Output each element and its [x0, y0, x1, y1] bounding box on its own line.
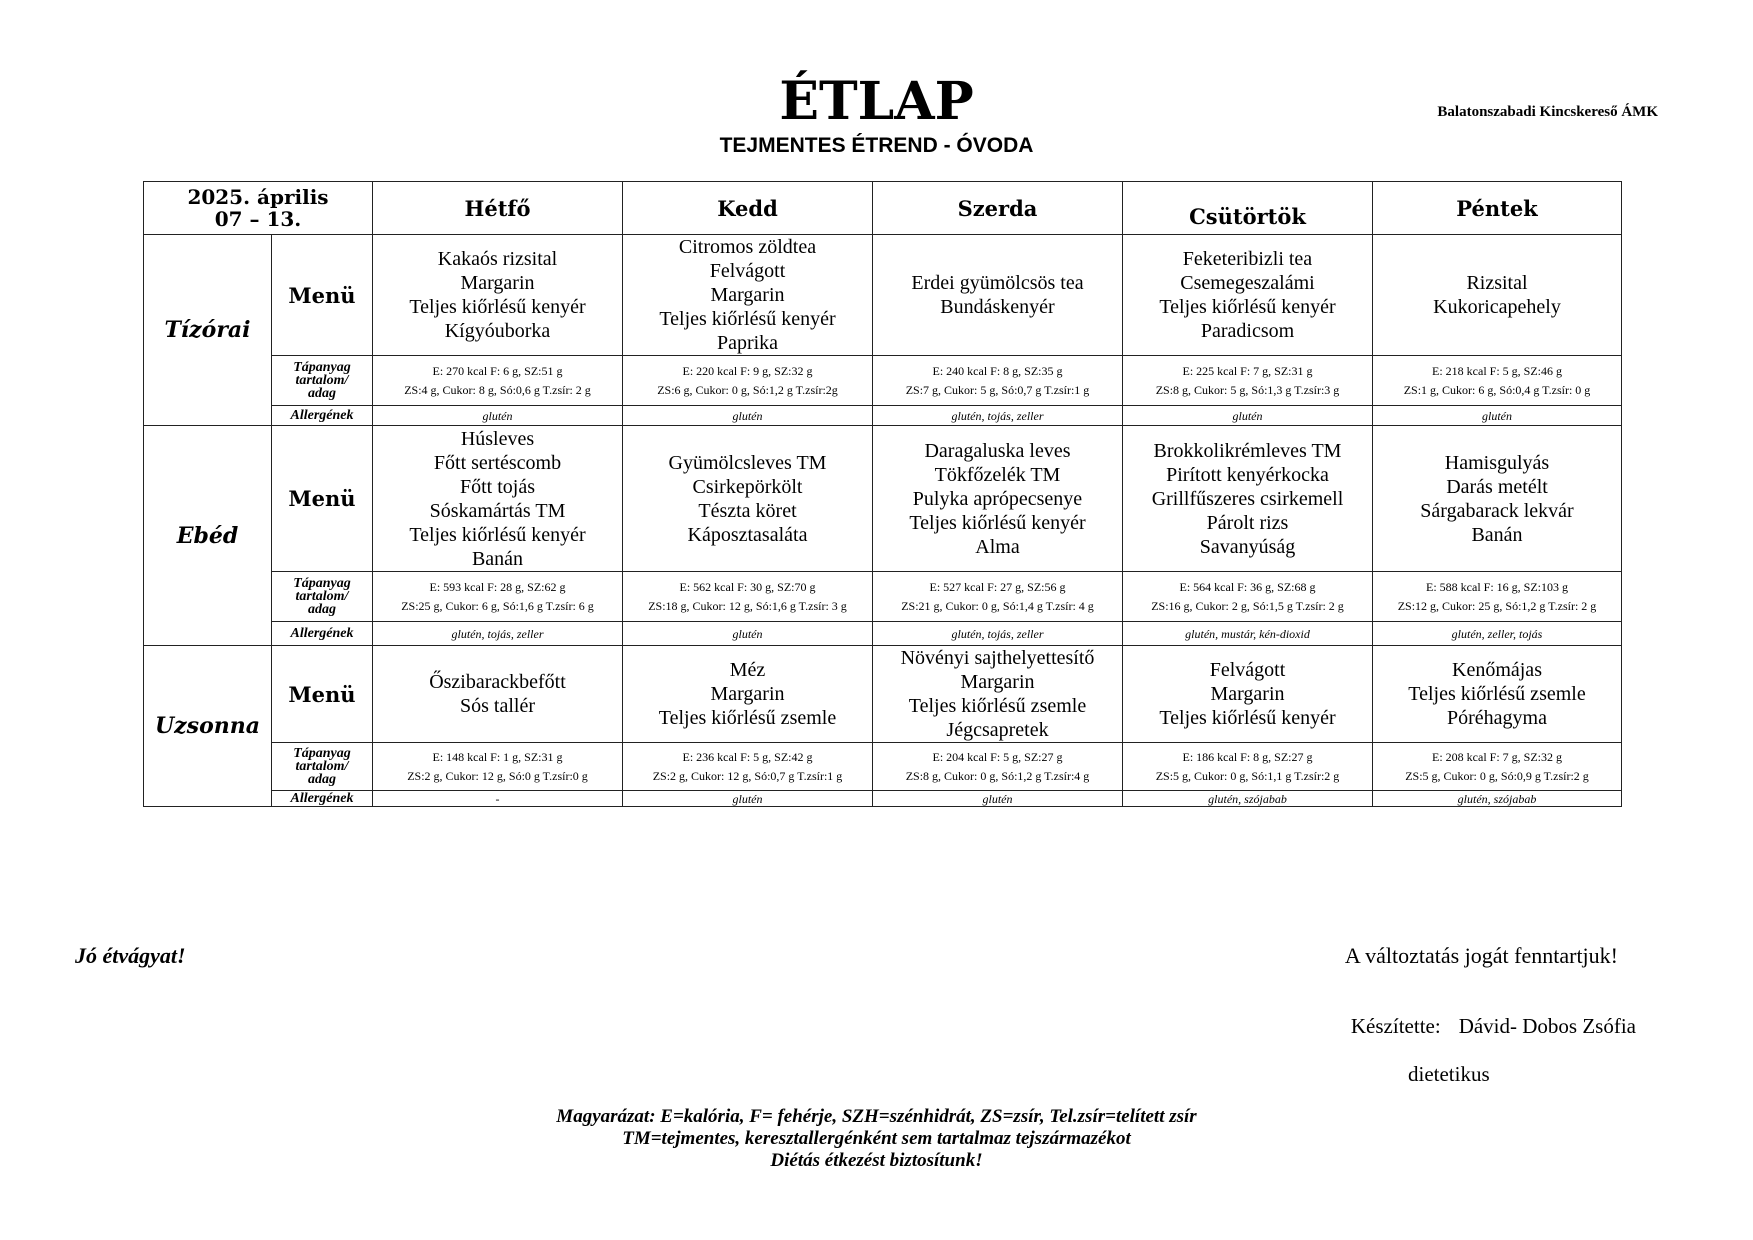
dish-item: Sós tallér: [460, 695, 535, 717]
dish-item: Növényi sajthelyettesítő: [900, 647, 1095, 669]
reserve-rights-text: A változtatás jogát fenntartjuk!: [1344, 943, 1618, 968]
menu-cell: [873, 646, 1123, 743]
dish-item: Paradicsom: [1200, 320, 1295, 342]
dish-item: Hamisgulyás: [1444, 451, 1550, 474]
allergen-cell: glutén, szójabab: [1123, 791, 1373, 807]
nutrition-line: ZS:6 g, Cukor: 0 g, Só:1,2 g T.zsír:2g: [657, 382, 838, 397]
menu-cell: [373, 646, 623, 743]
menu-cell: [1123, 646, 1373, 743]
dish-item: Darás metélt: [1446, 475, 1548, 498]
allergen-cell: glutén: [623, 791, 873, 807]
nutrition-line: ZS:12 g, Cukor: 25 g, Só:1,2 g T.zsír: 2 g: [1397, 598, 1597, 613]
dish-item: Csemegeszalámi: [1180, 272, 1315, 294]
dish-item: Gyümölcsleves TM: [668, 451, 827, 474]
legend-block: [0, 1106, 1753, 1172]
dish-item: Főtt tojás: [459, 475, 535, 498]
nutrition-cell: [873, 356, 1123, 406]
row-label-nutrition-line: adag: [308, 772, 336, 787]
dish-item: Teljes kiőrlésű zsemle: [1408, 683, 1586, 705]
nutrition-row-ebed: [144, 572, 1622, 622]
date-range-cell: [144, 182, 373, 235]
legend-line: Diétás étkezést biztosítunk!: [770, 1150, 983, 1171]
page-title: ÉTLAP: [779, 71, 974, 132]
day-header-friday: Péntek: [1373, 182, 1622, 235]
row-label-allergens: Allergének: [272, 406, 373, 426]
author-label: Készítette:: [1350, 1014, 1441, 1038]
date-month: 2025. április: [187, 185, 329, 209]
dish-item: Teljes kiőrlésű kenyér: [1159, 707, 1336, 729]
row-label-nutrition-line: tartalom/: [295, 373, 349, 388]
nutrition-line: ZS:21 g, Cukor: 0 g, Só:1,4 g T.zsír: 4 g: [901, 598, 1094, 613]
nutrition-line: E: 588 kcal F: 16 g, SZ:103 g: [1426, 579, 1568, 594]
dish-item: Bundáskenyér: [940, 296, 1055, 318]
nutrition-line: E: 148 kcal F: 1 g, SZ:31 g: [432, 749, 563, 764]
allergen-cell: glutén, mustár, kén-dioxid: [1123, 622, 1373, 646]
allergen-cell: glutén, szójabab: [1373, 791, 1622, 807]
allergen-cell: glutén, tojás, zeller: [873, 622, 1123, 646]
menu-cell: [1373, 426, 1622, 572]
allergen-cell: glutén: [623, 622, 873, 646]
dish-item: Felvágott: [1209, 659, 1286, 681]
nutrition-line: ZS:2 g, Cukor: 12 g, Só:0,7 g T.zsír:1 g: [652, 768, 843, 783]
author-line: [1351, 1014, 1636, 1039]
row-label-nutrition: [272, 356, 373, 406]
allergen-cell: glutén: [373, 406, 623, 426]
menu-cell: [1123, 426, 1373, 572]
allergen-cell: glutén, tojás, zeller: [373, 622, 623, 646]
dish-item: Savanyúság: [1199, 535, 1296, 558]
row-label-nutrition-line: tartalom/: [295, 589, 349, 604]
row-label-nutrition-line: adag: [308, 602, 336, 617]
dish-item: Méz: [729, 659, 766, 681]
dish-item: Margarin: [1210, 683, 1285, 705]
allergen-cell: glutén: [1123, 406, 1373, 426]
menu-cell: [1373, 646, 1622, 743]
dish-item: Sárgabarack lekvár: [1420, 499, 1574, 522]
allergen-cell: -: [373, 791, 623, 807]
nutrition-line: E: 225 kcal F: 7 g, SZ:31 g: [1182, 363, 1313, 378]
dish-item: Tészta köret: [698, 499, 797, 522]
dish-item: Tökfőzelék TM: [934, 463, 1061, 486]
dish-item: Banán: [1471, 523, 1523, 546]
row-label-menu: Menü: [272, 235, 373, 356]
allergen-cell: glutén: [873, 791, 1123, 807]
nutrition-line: E: 208 kcal F: 7 g, SZ:32 g: [1432, 749, 1562, 764]
nutrition-line: E: 236 kcal F: 5 g, SZ:42 g: [682, 749, 813, 764]
dish-item: Teljes kiőrlésű zsemle: [908, 695, 1087, 717]
dish-item: Citromos zöldtea: [678, 236, 817, 258]
meal-name-ebed: Ebéd: [144, 426, 272, 646]
nutrition-cell: [623, 572, 873, 622]
menu-cell: [1373, 235, 1622, 356]
nutrition-cell: [873, 743, 1123, 791]
row-label-nutrition: [272, 743, 373, 791]
dish-item: Húsleves: [460, 427, 535, 450]
nutrition-cell: [373, 356, 623, 406]
nutrition-line: ZS:18 g, Cukor: 12 g, Só:1,6 g T.zsír: 3 g: [648, 598, 847, 613]
nutrition-cell: [1373, 356, 1622, 406]
dish-item: Jégcsapretek: [946, 719, 1049, 741]
nutrition-line: ZS:2 g, Cukor: 12 g, Só:0 g T.zsír:0 g: [407, 768, 588, 783]
menu-cell: [373, 426, 623, 572]
dish-item: Káposztasaláta: [687, 523, 808, 546]
author-name: Dávid- Dobos Zsófia: [1458, 1014, 1636, 1038]
meal-name-tizorai: Tízórai: [144, 235, 272, 426]
nutrition-line: E: 527 kcal F: 27 g, SZ:56 g: [929, 579, 1066, 594]
dish-item: Felvágott: [709, 260, 786, 282]
dish-item: Erdei gyümölcsös tea: [911, 272, 1084, 294]
nutrition-line: ZS:25 g, Cukor: 6 g, Só:1,6 g T.zsír: 6 g: [401, 598, 594, 613]
bon-appetit-text: Jó étvágyat!: [75, 943, 186, 968]
nutrition-line: E: 186 kcal F: 8 g, SZ:27 g: [1182, 749, 1313, 764]
row-label-menu: Menü: [272, 426, 373, 572]
menu-row-ebed: [144, 426, 1622, 572]
nutrition-cell: [1373, 743, 1622, 791]
row-label-nutrition-line: adag: [308, 386, 336, 401]
meal-name-uzsonna: Uzsonna: [144, 646, 272, 807]
menu-cell: [623, 235, 873, 356]
dish-item: Teljes kiőrlésű kenyér: [1159, 296, 1336, 318]
dish-item: Kakaós rizsital: [437, 248, 558, 270]
legend-line: TM=tejmentes, keresztallergénként sem tartalmaz tejszármazékot: [622, 1128, 1131, 1149]
dish-item: Párolt rizs: [1206, 511, 1289, 534]
dish-item: Banán: [471, 547, 524, 570]
allergen-row-tizorai: [144, 406, 1622, 426]
dish-item: Pulyka aprópecsenye: [912, 487, 1083, 510]
day-header-wednesday: Szerda: [873, 182, 1123, 235]
menu-cell: [873, 235, 1123, 356]
row-label-nutrition: [272, 572, 373, 622]
allergen-row-uzsonna: [144, 791, 1622, 807]
nutrition-line: E: 220 kcal F: 9 g, SZ:32 g: [682, 363, 813, 378]
dish-item: Margarin: [710, 683, 785, 705]
row-label-nutrition-line: tartalom/: [295, 759, 349, 774]
nutrition-cell: [623, 356, 873, 406]
legend-line: Magyarázat: E=kalória, F= fehérje, SZH=szénhidrát, ZS=zsír, Tel.zsír=telített zsír: [556, 1106, 1197, 1127]
menu-cell: [373, 235, 623, 356]
allergen-cell: glutén, tojás, zeller: [873, 406, 1123, 426]
dish-item: Feketeribizli tea: [1182, 248, 1313, 270]
nutrition-line: ZS:5 g, Cukor: 0 g, Só:0,9 g T.zsír:2 g: [1405, 768, 1589, 783]
row-label-menu: Menü: [272, 646, 373, 743]
nutrition-line: ZS:1 g, Cukor: 6 g, Só:0,4 g T.zsír: 0 g: [1403, 382, 1591, 397]
dish-item: Margarin: [710, 284, 785, 306]
dish-item: Teljes kiőrlésű kenyér: [409, 296, 586, 318]
dish-item: Grillfűszeres csirkemell: [1151, 487, 1344, 510]
allergen-row-ebed: [144, 622, 1622, 646]
row-label-nutrition-line: Tápanyag: [293, 746, 351, 761]
allergen-cell: glutén: [623, 406, 873, 426]
header-row: [144, 182, 1622, 235]
dish-item: Daragaluska leves: [924, 439, 1071, 462]
row-label-nutrition-line: Tápanyag: [293, 360, 351, 375]
dish-item: Alma: [975, 535, 1020, 558]
nutrition-line: E: 564 kcal F: 36 g, SZ:68 g: [1179, 579, 1316, 594]
dish-item: Csirkepörkölt: [692, 475, 803, 498]
allergen-cell: glutén: [1373, 406, 1622, 426]
nutrition-cell: [373, 572, 623, 622]
nutrition-cell: [1373, 572, 1622, 622]
dish-item: Margarin: [460, 272, 535, 294]
nutrition-line: E: 218 kcal F: 5 g, SZ:46 g: [1432, 363, 1562, 378]
nutrition-line: E: 562 kcal F: 30 g, SZ:70 g: [679, 579, 816, 594]
menu-row-tizorai: [144, 235, 1622, 356]
nutrition-line: ZS:7 g, Cukor: 5 g, Só:0,7 g T.zsír:1 g: [905, 382, 1090, 397]
dish-item: Főtt sertéscomb: [433, 451, 562, 474]
row-label-allergens: Allergének: [272, 791, 373, 807]
dish-item: Őszibarackbefőtt: [429, 671, 566, 693]
dish-item: Kenőmájas: [1452, 659, 1542, 681]
nutrition-line: ZS:5 g, Cukor: 0 g, Só:1,1 g T.zsír:2 g: [1155, 768, 1340, 783]
nutrition-line: E: 240 kcal F: 8 g, SZ:35 g: [932, 363, 1063, 378]
nutrition-cell: [1123, 356, 1373, 406]
dish-item: Teljes kiőrlésű kenyér: [659, 308, 836, 330]
menu-cell: [873, 426, 1123, 572]
nutrition-cell: [1123, 572, 1373, 622]
author-role: dietetikus: [1408, 1062, 1490, 1086]
day-header-tuesday: Kedd: [623, 182, 873, 235]
day-header-monday: Hétfő: [373, 182, 623, 235]
nutrition-row-tizorai: [144, 356, 1622, 406]
dish-item: Póréhagyma: [1447, 707, 1547, 729]
day-header-thursday: Csütörtök: [1123, 182, 1373, 235]
menu-cell: [623, 646, 873, 743]
dish-item: Brokkolikrémleves TM: [1153, 439, 1342, 462]
menu-cell: [623, 426, 873, 572]
nutrition-line: E: 593 kcal F: 28 g, SZ:62 g: [429, 579, 566, 594]
dish-item: Sóskamártás TM: [429, 499, 566, 522]
nutrition-line: ZS:4 g, Cukor: 8 g, Só:0,6 g T.zsír: 2 g: [404, 382, 591, 397]
date-days: 07 – 13.: [214, 207, 302, 231]
dish-item: Margarin: [960, 671, 1035, 693]
nutrition-line: ZS:8 g, Cukor: 5 g, Só:1,3 g T.zsír:3 g: [1155, 382, 1340, 397]
nutrition-line: E: 270 kcal F: 6 g, SZ:51 g: [432, 363, 563, 378]
dish-item: Teljes kiőrlésű zsemle: [658, 707, 837, 729]
nutrition-cell: [873, 572, 1123, 622]
nutrition-cell: [623, 743, 873, 791]
nutrition-line: ZS:16 g, Cukor: 2 g, Só:1,5 g T.zsír: 2 g: [1151, 598, 1344, 613]
dish-item: Kukoricapehely: [1433, 296, 1561, 318]
dish-item: Kígyóuborka: [444, 320, 551, 342]
allergen-cell: glutén, zeller, tojás: [1373, 622, 1622, 646]
dish-item: Paprika: [716, 332, 779, 354]
nutrition-cell: [373, 743, 623, 791]
nutrition-cell: [1123, 743, 1373, 791]
menu-cell: [1123, 235, 1373, 356]
row-label-allergens: Allergének: [272, 622, 373, 646]
nutrition-line: E: 204 kcal F: 5 g, SZ:27 g: [932, 749, 1063, 764]
dish-item: Pirított kenyérkocka: [1166, 463, 1329, 486]
organization-name: Balatonszabadi Kincskereső ÁMK: [1437, 104, 1658, 120]
menu-row-uzsonna: [144, 646, 1622, 743]
dish-item: Teljes kiőrlésű kenyér: [409, 523, 586, 546]
nutrition-row-uzsonna: [144, 743, 1622, 791]
page-subtitle: TEJMENTES ÉTREND - ÓVODA: [719, 134, 1034, 157]
dish-item: Rizsital: [1466, 272, 1528, 294]
nutrition-line: ZS:8 g, Cukor: 0 g, Só:1,2 g T.zsír:4 g: [905, 768, 1090, 783]
row-label-nutrition-line: Tápanyag: [293, 576, 351, 591]
weekly-menu-table: [143, 181, 1622, 807]
dish-item: Teljes kiőrlésű kenyér: [909, 511, 1086, 534]
